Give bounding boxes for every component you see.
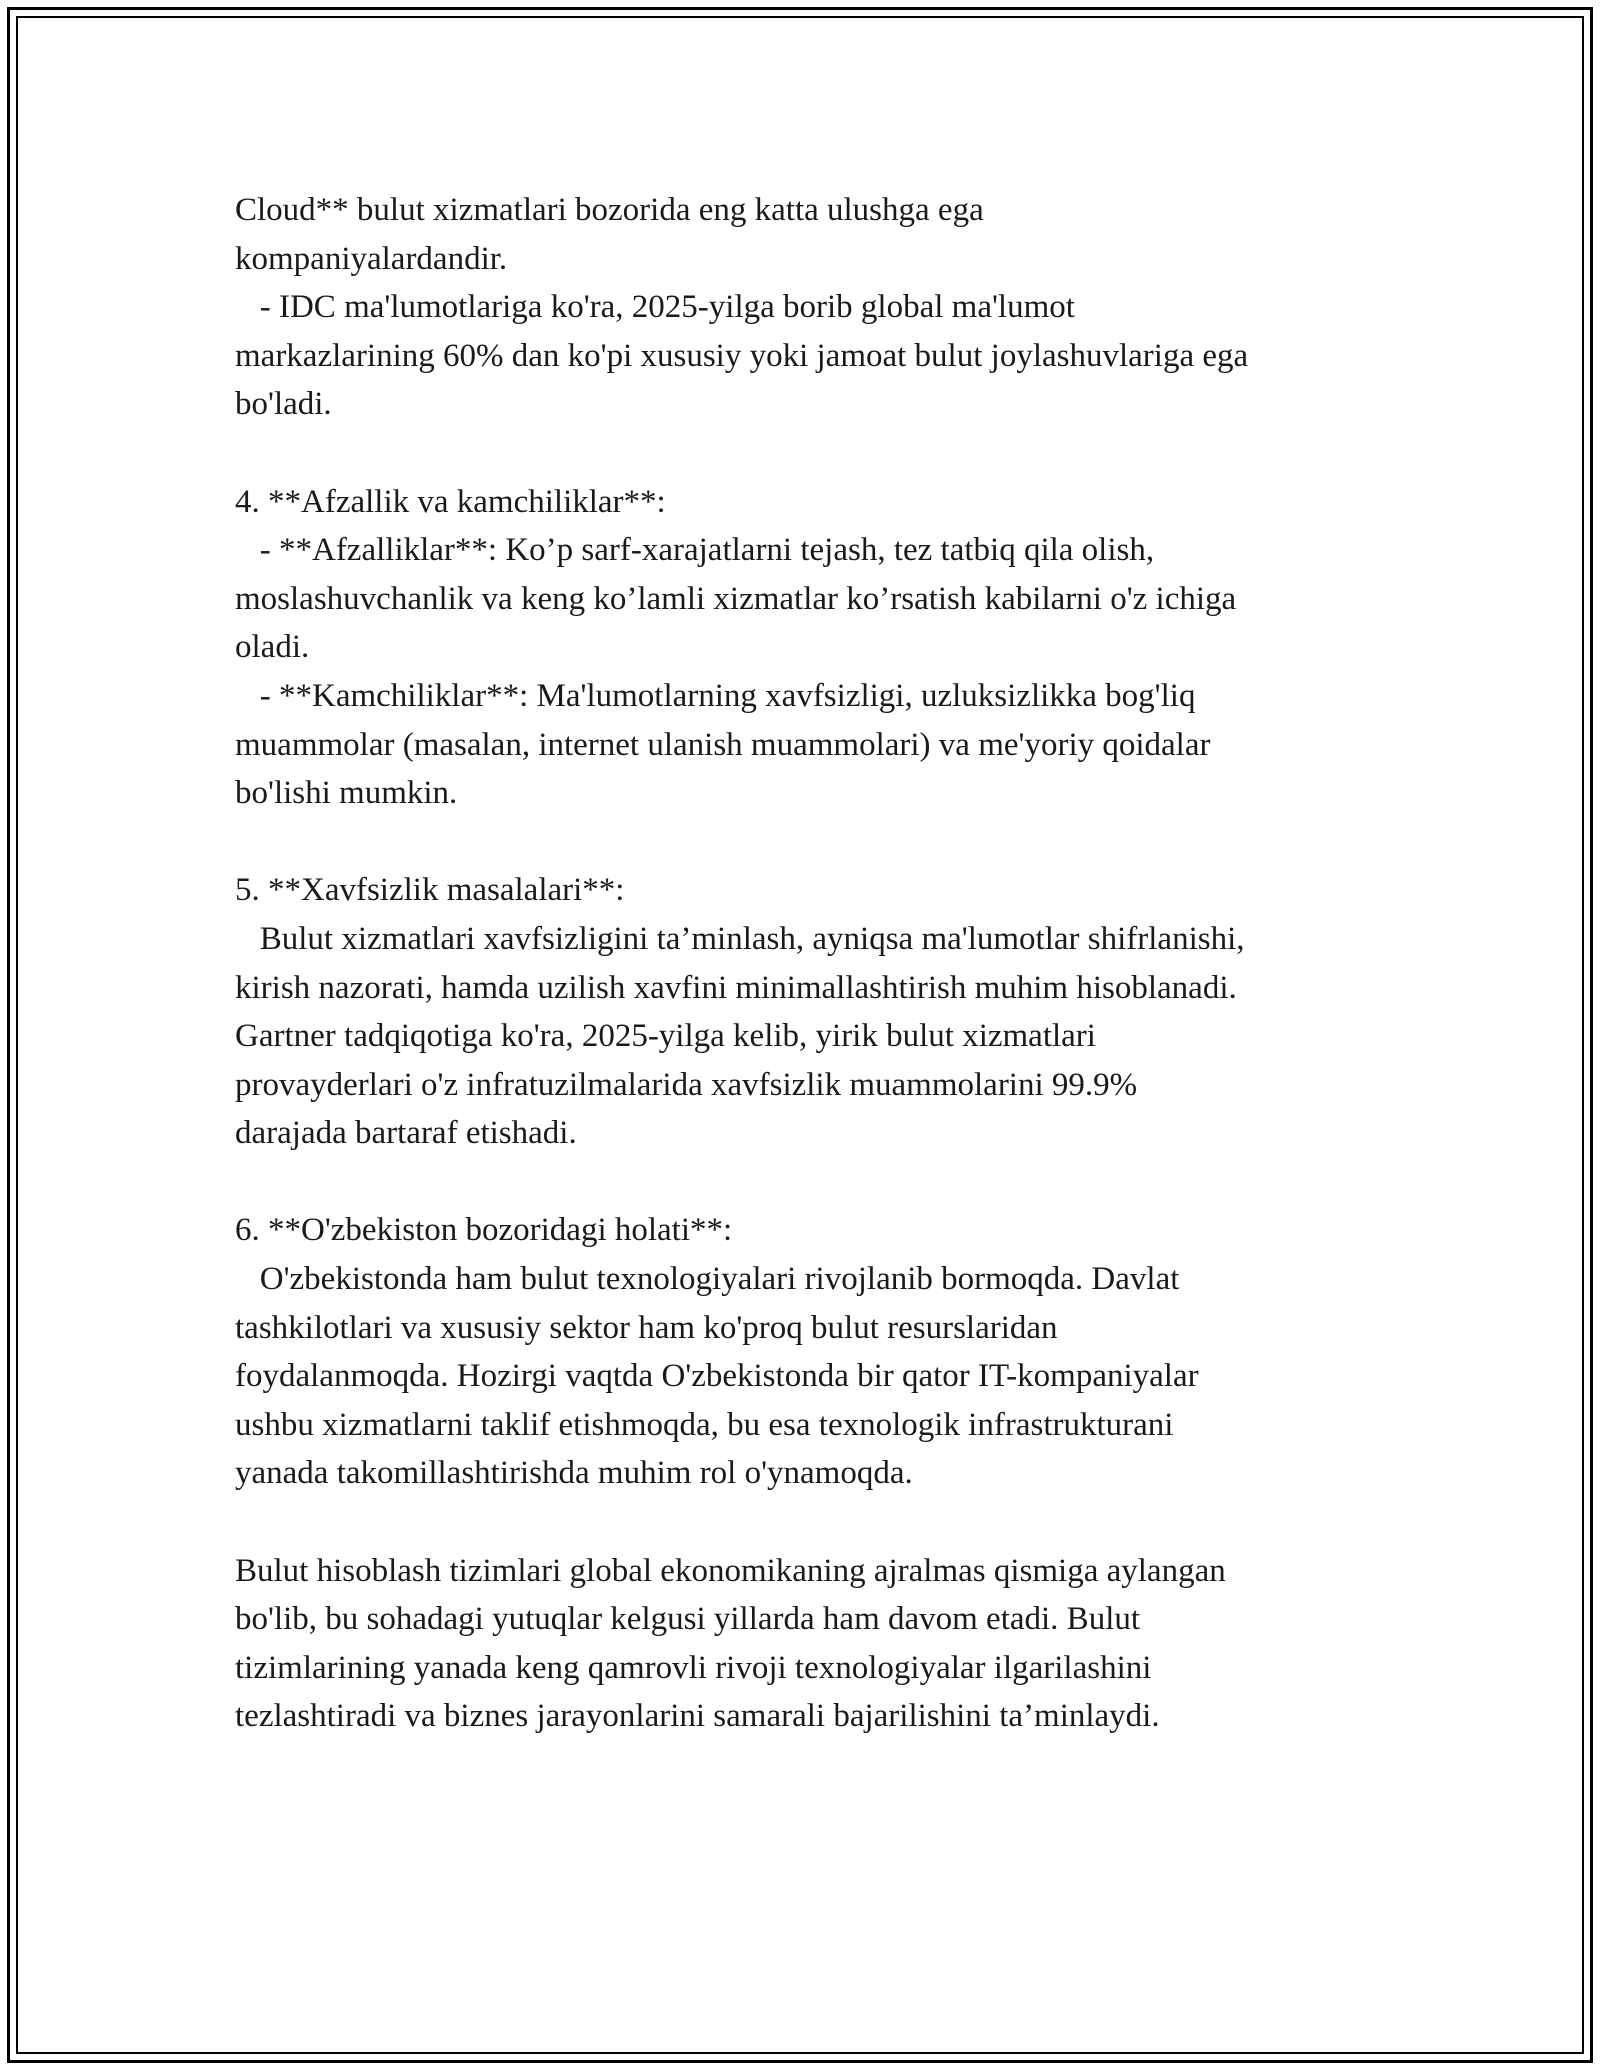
text-line: foydalanmoqda. Hozirgi vaqtda O'zbekistonda bir qator IT-kompaniyalar [235, 1358, 1199, 1395]
text-line: Gartner tadqiqotiga ko'ra, 2025-yilga kelib, yirik bulut xizmatlari [235, 1018, 1096, 1055]
text-line: kirish nazorati, hamda uzilish xavfini minimallashtirish muhim hisoblanadi. [235, 969, 1237, 1006]
paragraph-intro-continuation [235, 186, 1385, 429]
text-line: markazlarining 60% dan ko'pi xususiy yoki jamoat bulut joylashuvlariga ega [235, 337, 1249, 374]
text-line: 4. **Afzallik va kamchiliklar**: [235, 483, 666, 520]
text-line: - IDC ma'lumotlariga ko'ra, 2025-yilga borib global ma'lumot [235, 289, 1075, 326]
paragraph-conclusion [235, 1547, 1385, 1741]
document-body [235, 186, 1385, 1741]
paragraph-section-5 [235, 866, 1385, 1158]
text-line: tezlashtiradi va biznes jarayonlarini samarali bajarilishini ta’minlaydi. [235, 1698, 1160, 1735]
text-line: O'zbekistonda ham bulut texnologiyalari rivojlanib bormoqda. Davlat [235, 1261, 1180, 1298]
text-line: bo'lib, bu sohadagi yutuqlar kelgusi yillarda ham davom etadi. Bulut [235, 1601, 1141, 1638]
text-line: tashkilotlari va xususiy sektor ham ko'proq bulut resurslaridan [235, 1309, 1058, 1346]
text-line: oladi. [235, 629, 310, 666]
paragraph-section-6 [235, 1206, 1385, 1498]
text-line: tizimlarining yanada keng qamrovli rivoji texnologiyalar ilgarilashini [235, 1649, 1152, 1686]
text-line: muammolar (masalan, internet ulanish muammolari) va me'yoriy qoidalar [235, 726, 1211, 763]
text-line: bo'ladi. [235, 386, 332, 423]
paragraph-spacer [235, 429, 1385, 478]
text-line: Bulut xizmatlari xavfsizligini ta’minlash, ayniqsa ma'lumotlar shifrlanishi, [235, 920, 1245, 957]
text-line: provayderlari o'z infratuzilmalarida xavfsizlik muammolarini 99.9% [235, 1066, 1138, 1103]
text-line: moslashuvchanlik va keng ko’lamli xizmatlar ko’rsatish kabilarni o'z ichiga [235, 580, 1237, 617]
paragraph-spacer [235, 1158, 1385, 1207]
text-line: 6. **O'zbekiston bozoridagi holati**: [235, 1212, 733, 1249]
text-line: Cloud** bulut xizmatlari bozorida eng katta ulushga ega [235, 192, 984, 228]
text-line: bo'lishi mumkin. [235, 775, 458, 812]
text-line: Bulut hisoblash tizimlari global ekonomikaning ajralmas qismiga aylangan [235, 1552, 1226, 1589]
text-line: ushbu xizmatlarni taklif etishmoqda, bu esa texnologik infrastrukturani [235, 1406, 1174, 1443]
text-line: - **Kamchiliklar**: Ma'lumotlarning xavfsizligi, uzluksizlikka bog'liq [235, 677, 1196, 714]
text-line: darajada bartaraf etishadi. [235, 1115, 577, 1152]
text-line: yanada takomillashtirishda muhim rol o'ynamoqda. [235, 1455, 913, 1492]
text-line: 5. **Xavfsizlik masalalari**: [235, 872, 625, 909]
paragraph-spacer [235, 818, 1385, 867]
text-line: kompaniyalardandir. [235, 240, 508, 277]
text-line: - **Afzalliklar**: Ko’p sarf-xarajatlarni tejash, tez tatbiq qila olish, [235, 532, 1155, 569]
paragraph-section-4 [235, 478, 1385, 818]
paragraph-spacer [235, 1498, 1385, 1547]
